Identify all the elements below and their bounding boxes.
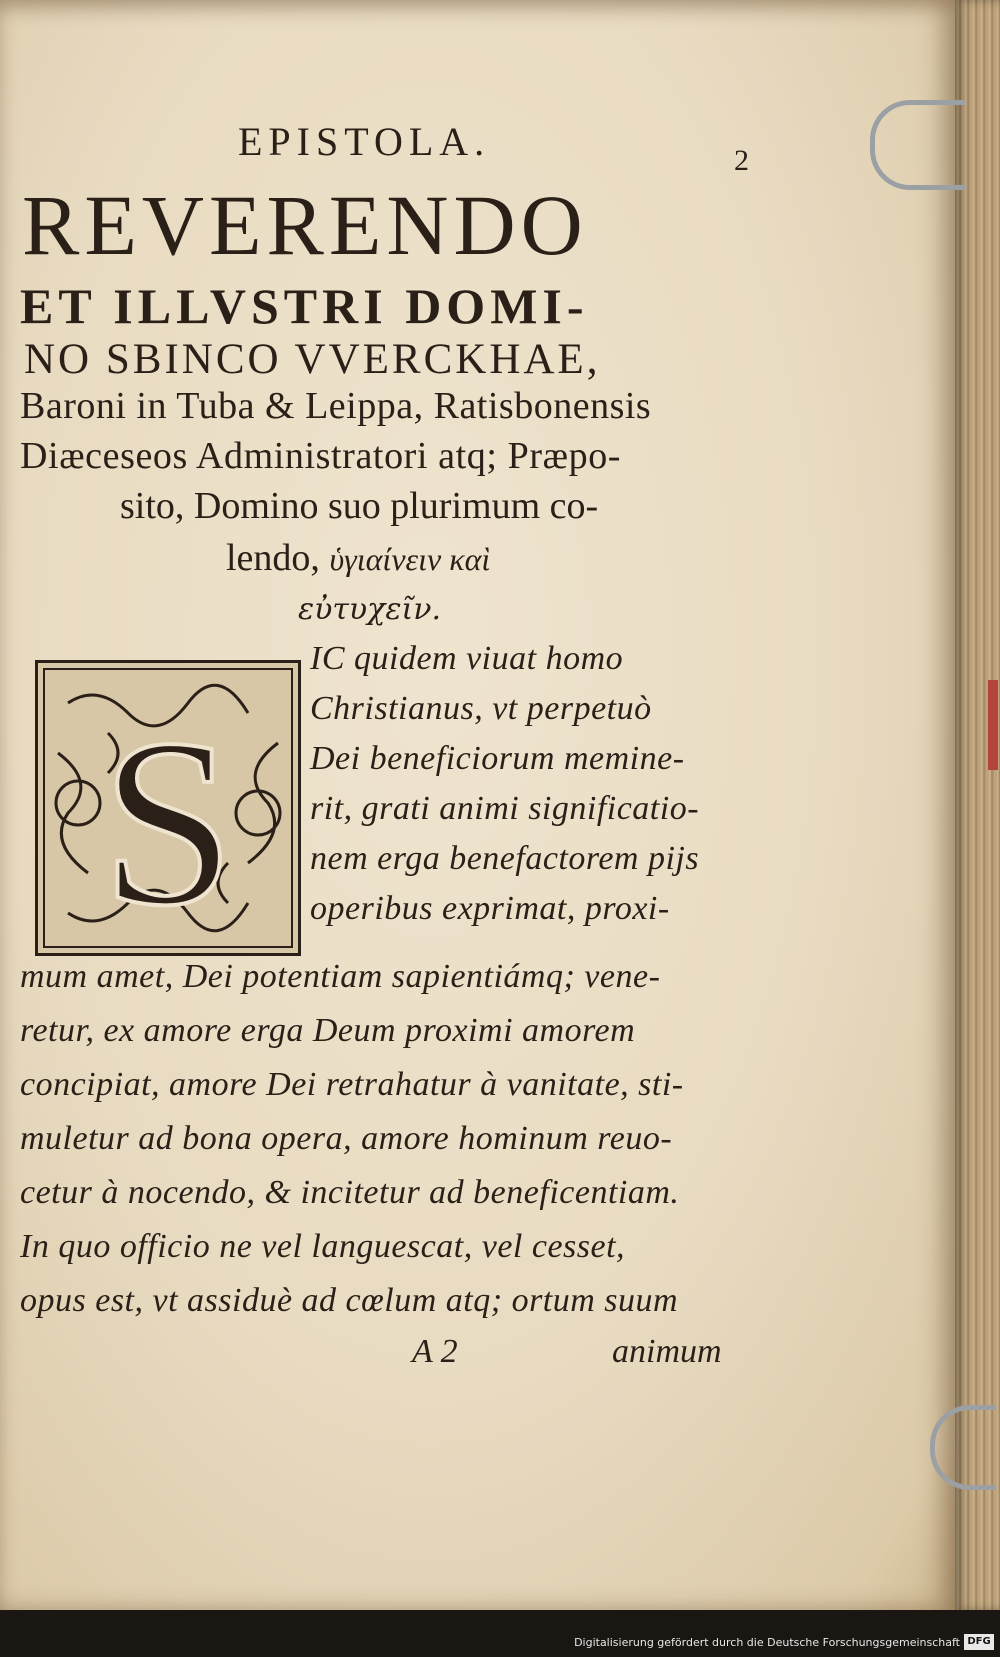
title-line-3: NO SBINCO VVERCKHAE, — [24, 336, 601, 383]
dedication-line: Diæceseos Administratori atq; Præpo- — [20, 435, 622, 477]
body-line: In quo officio ne vel languescat, vel cesset, — [20, 1228, 626, 1265]
body-line: nem erga benefactorem pijs — [310, 840, 700, 877]
body-line: opus est, vt assiduè ad cœlum atq; ortum suum — [20, 1282, 679, 1319]
title-line-2: ET ILLVSTRI DOMI- — [20, 278, 589, 334]
book-edge — [955, 0, 1000, 1610]
dedication-line-with-greek — [226, 536, 490, 580]
body-line: Dei beneficiorum memine- — [310, 740, 685, 777]
footer-credit: Digitalisierung gefördert durch die Deutsche Forschungsgemeinschaft — [574, 1636, 960, 1649]
dedication-line: Baroni in Tuba & Leippa, Ratisbonensis — [20, 385, 652, 427]
catchword: animum — [612, 1333, 722, 1370]
body-line: mum amet, Dei potentiam sapientiámq; vene- — [20, 958, 661, 995]
page-number: 2 — [734, 144, 755, 177]
body-line: operibus exprimat, proxi- — [310, 890, 670, 927]
decorated-initial — [35, 660, 301, 956]
page-clip-icon — [930, 1405, 995, 1490]
body-line: rit, grati animi significatio- — [310, 790, 700, 827]
dfg-logo-icon: DFG — [964, 1634, 994, 1650]
dedication-line: lendo, — [226, 537, 320, 579]
initial-letter: S — [101, 689, 235, 953]
page-clip-icon — [870, 100, 965, 190]
ornament-icon — [38, 663, 298, 953]
bookmark-ribbon — [988, 680, 998, 770]
running-heading: EPISTOLA. — [238, 119, 491, 164]
body-line: concipiat, amore Dei retrahatur à vanitate, sti- — [20, 1066, 684, 1103]
greek-greeting-1: ὑγιαίνειν καὶ — [329, 541, 491, 577]
signature-mark: A 2 — [412, 1333, 458, 1370]
body-line: cetur à nocendo, & incitetur ad beneficentiam. — [20, 1174, 680, 1211]
title-line-1: REVERENDO — [22, 177, 588, 273]
body-line: muletur ad bona opera, amore hominum reuo- — [20, 1120, 673, 1157]
dedication-line: sito, Domino suo plurimum co- — [120, 485, 599, 527]
body-line: IC quidem viuat homo — [310, 640, 624, 677]
body-line: retur, ex amore erga Deum proximi amorem — [20, 1012, 636, 1049]
digitization-footer — [0, 1630, 1000, 1657]
greek-greeting-2: εὐτυχεῖν. — [298, 592, 441, 627]
body-line: Christianus, vt perpetuò — [310, 690, 652, 727]
